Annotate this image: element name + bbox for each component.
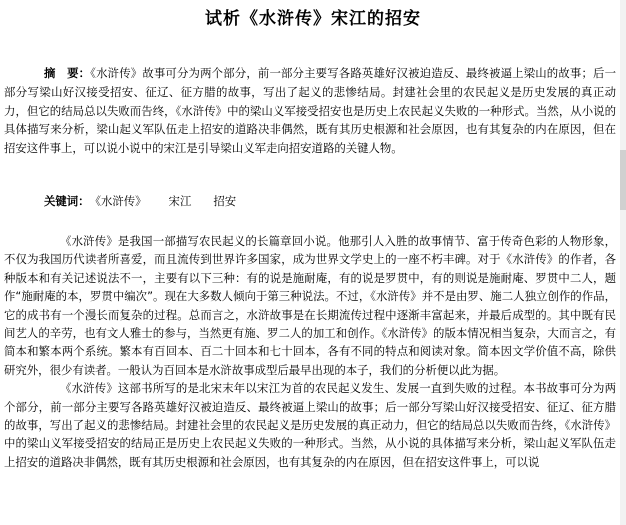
keyword-item: 招安 (213, 194, 237, 208)
keyword-item: 宋江 (168, 194, 192, 208)
body-paragraph: 《水浒传》这部书所写的是北宋末年以宋江为首的农民起义发生、发展一直到失败的过程。本书故事可分为两个部分，前一部分主要写各路英雄好汉被迫造反、最终被逼上梁山的故事；后一部分写梁山好汉接受招安、征辽、征方腊的故事，写出了起义的悲惨结局。封建社会里的农民起义是历史发展的真正动力，但它的结局总以失败而告终，《水浒传》中的梁山义军接受招安的结局正是历史上农民起义失败的一种形式。当然，从小说的具体描写来分析，梁山起义军队伍走上招安的道路决非偶然，既有其历史根源和社会原因，也有其复杂的内在原因，但在招安这件事上，可以说 (4, 381, 616, 469)
vertical-scrollbar[interactable] (620, 0, 626, 525)
body-text (4, 232, 616, 471)
scrollbar-thumb[interactable] (620, 150, 626, 210)
body-paragraph: 《水浒传》是我国一部描写农民起义的长篇章回小说。他那引人入胜的故事情节、富于传奇色彩的人物形象，不仅为我国历代读者所喜爱，而且流传到世界许多国家，成为世界文学史上的一座不朽丰碑。对于《水浒传》的作者，各种版本和有关记述说法不一，主要有以下三种：有的说是施耐庵，有的说是罗贯中，有的则说是施耐庵、罗贯中二人，题作“施耐庵的本，罗贯中编次”。现在大多数人倾向于第三种说法。不过，《水浒传》并不是由罗、施二人独立创作的作品，它的成书有一个漫长而复杂的过程。总而言之，水浒故事是在长期流传过程中逐渐丰富起来，并最后成型的。其中既有民间艺人的辛劳，也有文人雅士的参与，当然更有施、罗二人的加工和创作。《水浒传》的版本情况相当复杂，大而言之，有简本和繁本两个系统。繁本有百回本、百二十回本和七十回本，各有不同的特点和阅读对象。简本因文学价值不高，除供研究外，很少有读者。一般认为百回本是水浒故事成型后最早出现的本子，我们的分析便以此为据。 (4, 234, 616, 377)
abstract-section (4, 64, 616, 158)
keywords-section (44, 192, 604, 210)
page-title: 试析《水浒传》宋江的招安 (205, 9, 421, 29)
keyword-item: 《水浒传》 (89, 194, 147, 208)
abstract-label: 摘 要： (44, 66, 91, 80)
keywords-label: 关键词： (44, 194, 90, 208)
abstract-text: 《水浒传》故事可分为两个部分，前一部分主要写各路英雄好汉被迫造反、最终被逼上梁山的故事；后一部分写梁山好汉接受招安、征辽、征方腊的故事，写出了起义的悲惨结局。封建社会里的农民起义是历史发展的真正动力，但它的结局总以失败而告终，《水浒传》中的梁山义军接受招安也是历史上农民起义失败的一种形式。当然，从小说的具体描写来分析，梁山起义军队伍走上招安的道路决非偶然，既有其历史根源和社会原因，也有其复杂的内在原因，但在招安这件事上，可以说小说中的宋江是引导梁山义军走向招安道路的关键人物。 (4, 66, 616, 156)
